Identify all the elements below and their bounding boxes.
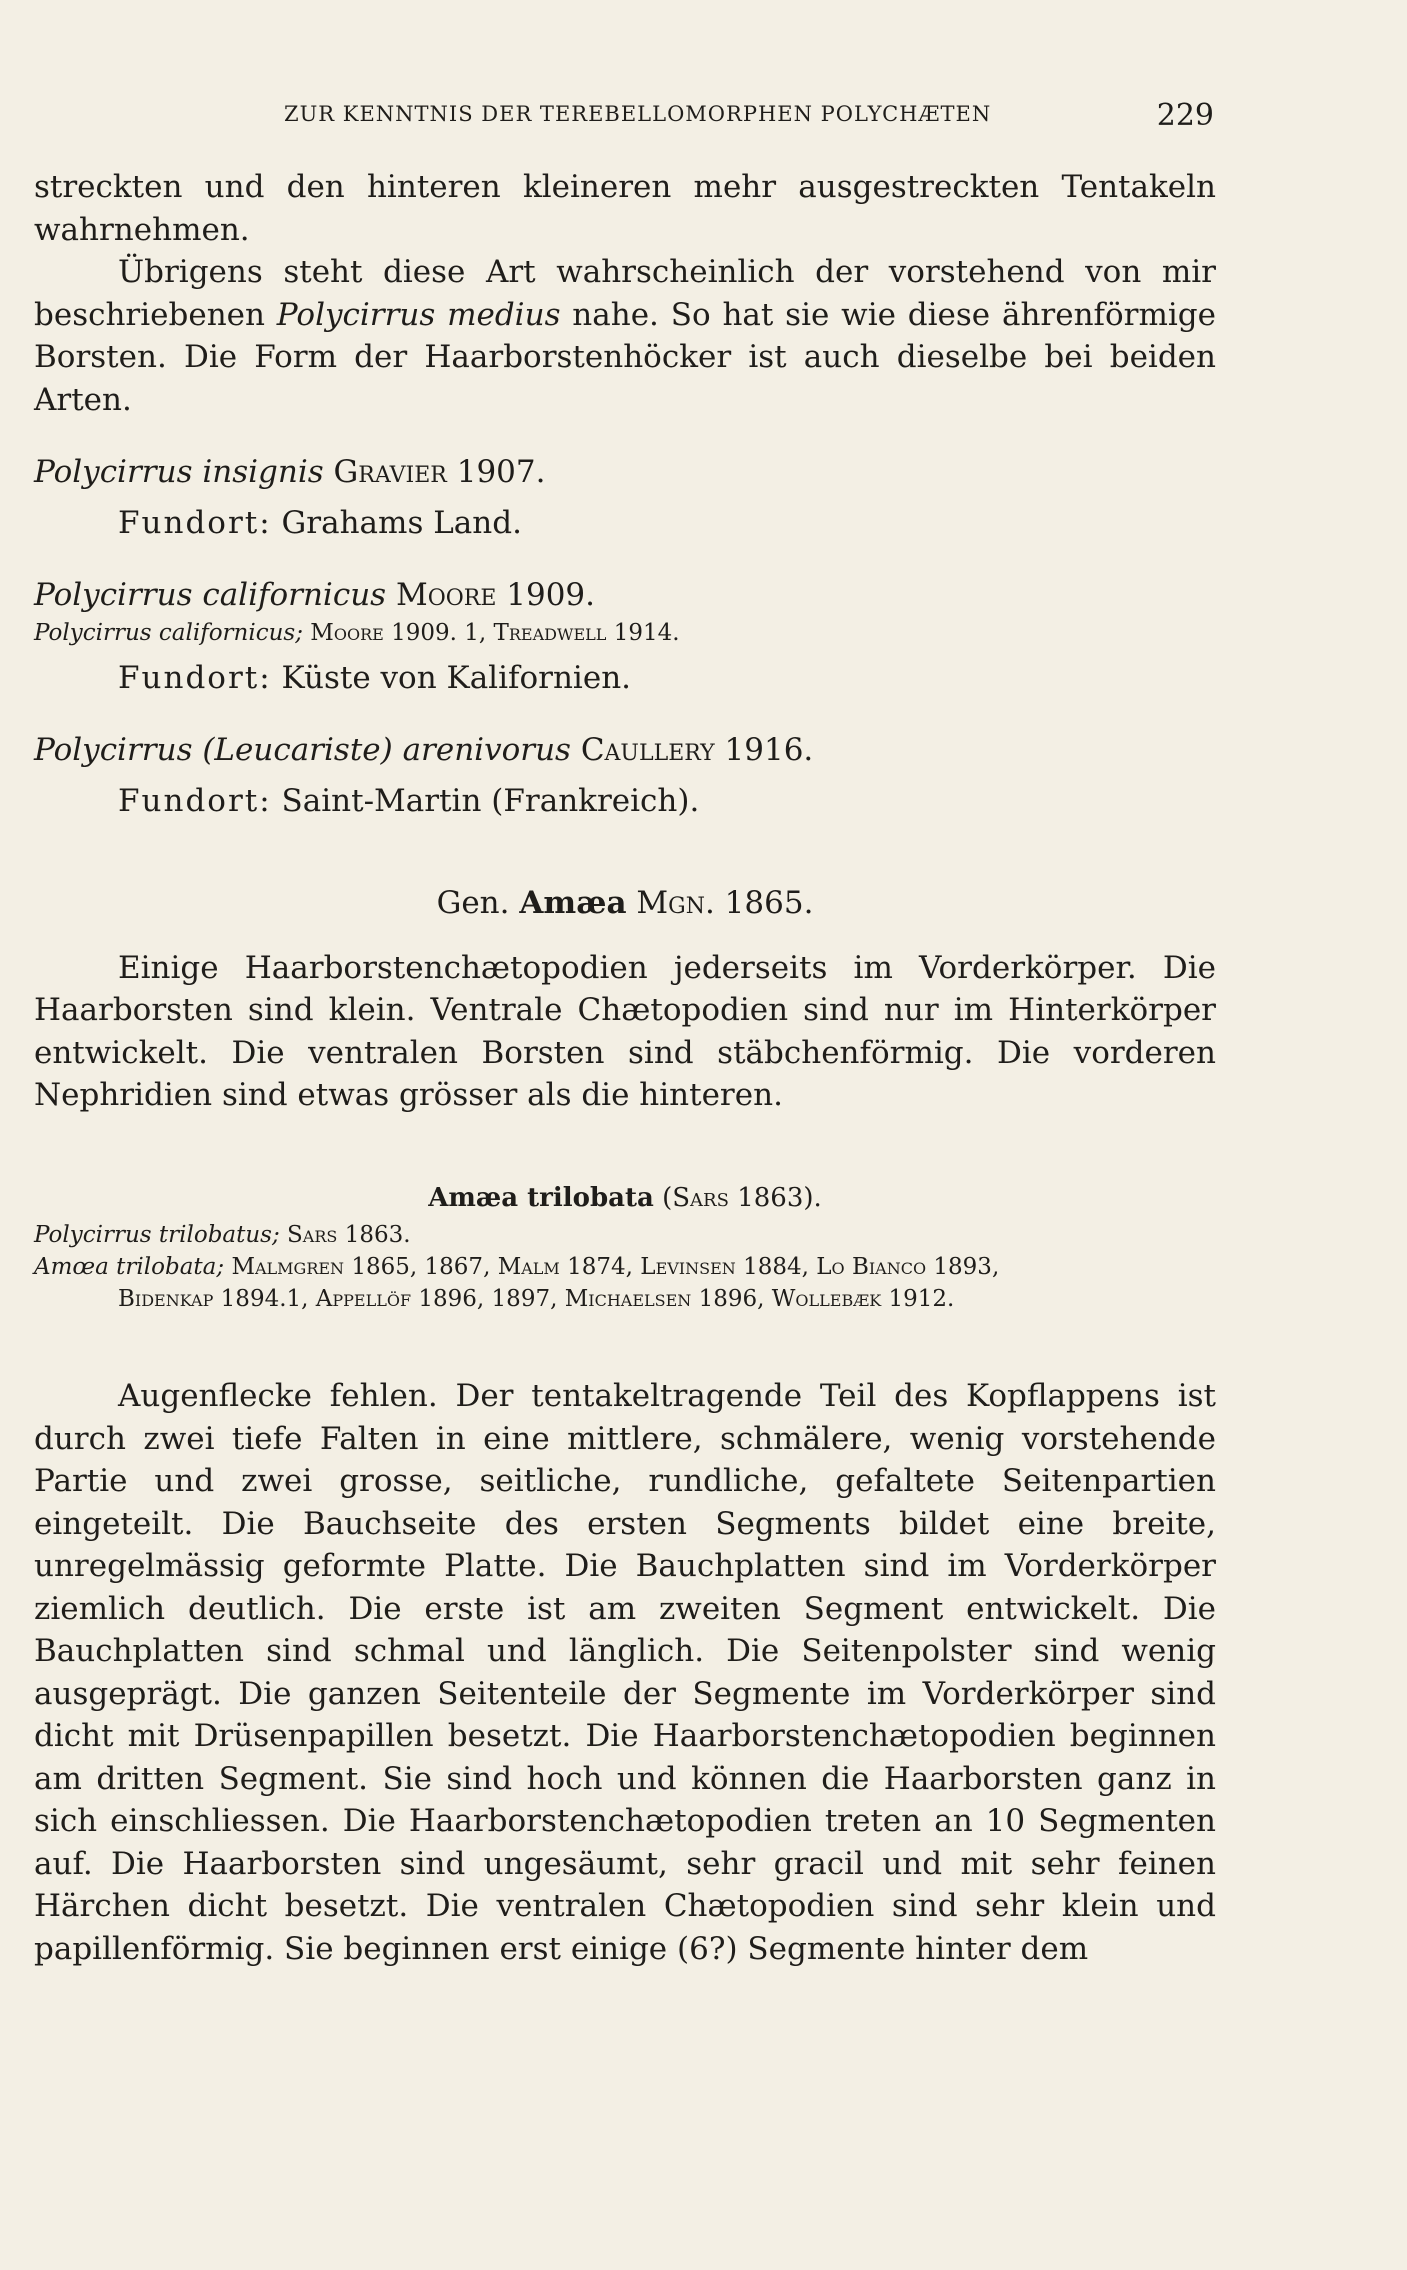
species-heading: Polycirrus insignis Gravier 1907. <box>34 454 546 490</box>
fundort-line: Fundort: Saint-Martin (Frankreich). <box>118 782 700 819</box>
synonymy-line: Polycirrus trilobatus; Sars 1863. <box>34 1222 411 1248</box>
page-number: 229 <box>1156 98 1214 133</box>
synonymy-line: Amœa trilobata; Malmgren 1865, 1867, Malm 1874, Levinsen 1884, Lo Bianco 1893, <box>34 1254 1000 1280</box>
taxon-description: Augenflecke fehlen. Der tentakeltragende Teil des Kopflappens ist durch zwei tiefe Falten in eine mittlere, schmälere, wenig vorstehende Partie und zwei grosse, seitliche, rundliche, gefaltete Seitenpartien eingeteilt. Die Bauchseite des ersten Segments bildet eine breite, unregelmässig geformte Platte. Die Bauchplatten sind im Vorderkörper ziemlich deutlich. Die erste ist am zweiten Segment entwickelt. Die Bauchplatten sind schmal und länglich. Die Seitenpolster sind wenig ausgeprägt. Die ganzen Seitenteile der Segmente im Vorderkörper sind dicht mit Drüsenpapillen besetzt. Die Haarborstenchætopodien beginnen am dritten Segment. Sie sind hoch und können die Haarborsten ganz in sich einschliessen. Die Haarborstenchætopodien treten an 10 Segmenten auf. Die Haarborsten sind ungesäumt, sehr gracil und mit sehr feinen Härchen dicht besetzt. Die ventralen Chætopodien sind sehr klein und papillenförmig. Sie beginnen erst einige (6?) Segmente hinter dem <box>34 1378 1216 1967</box>
species-heading: Polycirrus californicus Moore 1909. <box>34 577 596 613</box>
synonymy-line: Polycirrus californicus; Moore 1909. 1, Treadwell 1914. <box>34 619 680 646</box>
page-body <box>34 166 1216 1970</box>
paragraph-comparison: Übrigens steht diese Art wahrscheinlich der vorstehend von mir beschriebenen Polycirrus medius nahe. So hat sie wie diese ährenförmige Borsten. Die Form der Haarborstenhöcker ist auch dieselbe bei beiden Arten. <box>34 254 1216 418</box>
species-reference: Polycirrus medius <box>276 296 561 333</box>
genus-heading: Gen. Amæa Mgn. 1865. <box>436 885 814 921</box>
fundort-line: Fundort: Grahams Land. <box>118 504 522 541</box>
page-header <box>34 98 1214 138</box>
taxon-heading: Amæa trilobata (Sars 1863). <box>428 1182 822 1213</box>
genus-description: Einige Haarborstenchætopodien jederseits im Vorderkörper. Die Haarborsten sind klein. Ventrale Chætopodien sind nur im Hinterkörper entwickelt. Die ventralen Borsten sind stäbchenförmig. Die vorderen Nephridien sind etwas grösser als die hinteren. <box>34 949 1216 1113</box>
synonymy-line: Bidenkap 1894.1, Appellöf 1896, 1897, Michaelsen 1896, Wollebæk 1912. <box>118 1286 955 1312</box>
fundort-line: Fundort: Küste von Kalifornien. <box>118 659 632 696</box>
running-title: ZUR KENNTNIS DER TEREBELLOMORPHEN POLYCHÆTEN <box>284 102 992 126</box>
paragraph-continued: streckten und den hinteren kleineren mehr ausgestreckten Tentakeln wahrnehmen. <box>34 169 1216 248</box>
species-heading: Polycirrus (Leucariste) arenivorus Caullery 1916. <box>34 732 814 768</box>
